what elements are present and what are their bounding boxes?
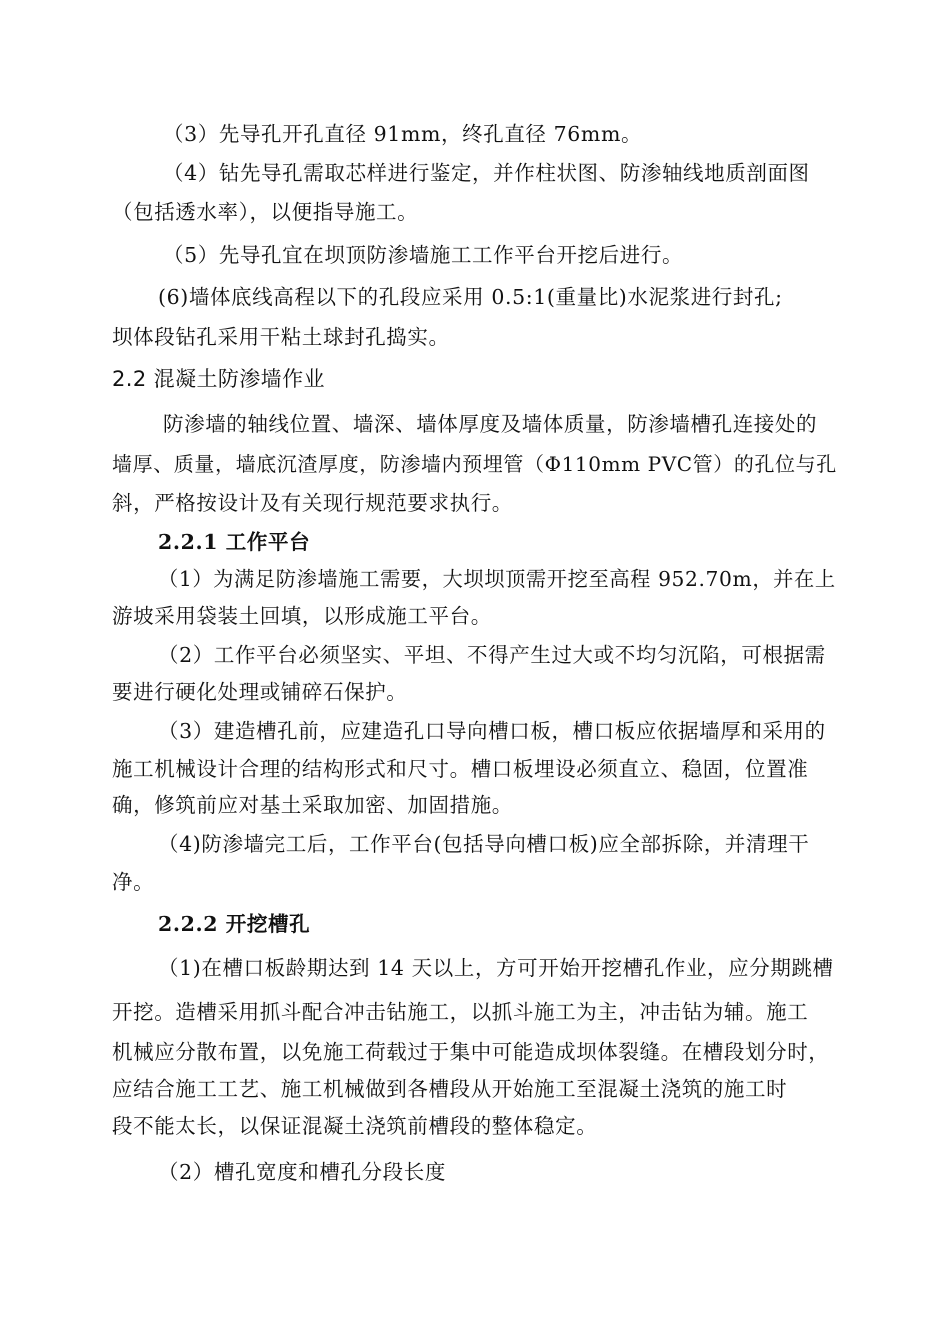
paragraph-line: 段不能太长，以保证混凝土浇筑前槽段的整体稳定。 [112, 1114, 598, 1138]
paragraph-line: 机械应分散布置，以免施工荷载过于集中可能造成坝体裂缝。在槽段划分时， [112, 1040, 830, 1064]
paragraph-line: （包括透水率），以便指导施工。 [112, 200, 419, 224]
paragraph-line: 墙厚、质量，墙底沉渣厚度，防渗墙内预埋管（Φ110mm PVC管）的孔位与孔 [112, 452, 837, 476]
paragraph-line: 应结合施工工艺、施工机械做到各槽段从开始施工至混凝土浇筑的施工时 [112, 1077, 788, 1101]
paragraph-line: （5）先导孔宜在坝顶防渗墙施工工作平台开挖后进行。 [163, 243, 684, 267]
paragraph-line: （1）为满足防渗墙施工需要，大坝坝顶需开挖至高程 952.70m，并在上 [158, 567, 836, 591]
section-heading: 2.2 混凝土防渗墙作业 [112, 367, 325, 391]
paragraph-line: 斜，严格按设计及有关现行规范要求执行。 [112, 491, 513, 515]
paragraph-line: （2）槽孔宽度和槽孔分段长度 [158, 1160, 446, 1184]
subsection-heading: 2.2.1 工作平台 [158, 530, 311, 554]
paragraph-line: 要进行硬化处理或铺碎石保护。 [112, 680, 408, 704]
paragraph-line: 施工机械设计合理的结构形式和尺寸。槽口板埋设必须直立、稳固，位置准 [112, 757, 809, 781]
paragraph-line: （3）建造槽孔前，应建造孔口导向槽口板，槽口板应依据墙厚和采用的 [158, 719, 826, 743]
paragraph-line: 坝体段钻孔采用干粘土球封孔捣实。 [112, 325, 450, 349]
paragraph-line: （2）工作平台必须坚实、平坦、不得产生过大或不均匀沉陷，可根据需 [158, 643, 826, 667]
paragraph-line: 净。 [112, 870, 155, 894]
paragraph-line: （4)防渗墙完工后，工作平台(包括导向槽口板)应全部拆除，并清理干 [158, 832, 810, 856]
paragraph-line: （1)在槽口板龄期达到 14 天以上，方可开始开挖槽孔作业，应分期跳槽 [158, 956, 834, 980]
subsection-heading: 2.2.2 开挖槽孔 [158, 912, 311, 936]
paragraph-line: (6)墙体底线高程以下的孔段应采用 0.5:1(重量比)水泥浆进行封孔; [158, 285, 783, 309]
paragraph-line: （3）先导孔开孔直径 91mm，终孔直径 76mm。 [163, 122, 643, 146]
paragraph-line: 开挖。造槽采用抓斗配合冲击钻施工，以抓斗施工为主，冲击钻为辅。施工 [112, 1000, 809, 1024]
paragraph-line: （4）钻先导孔需取芯样进行鉴定，并作柱状图、防渗轴线地质剖面图 [163, 161, 810, 185]
paragraph-line: 确，修筑前应对基土采取加密、加固措施。 [112, 793, 513, 817]
paragraph-line: 游坡采用袋装土回填，以形成施工平台。 [112, 604, 492, 628]
paragraph-line: 防渗墙的轴线位置、墙深、墙体厚度及墙体质量，防渗墙槽孔连接处的 [163, 412, 818, 436]
